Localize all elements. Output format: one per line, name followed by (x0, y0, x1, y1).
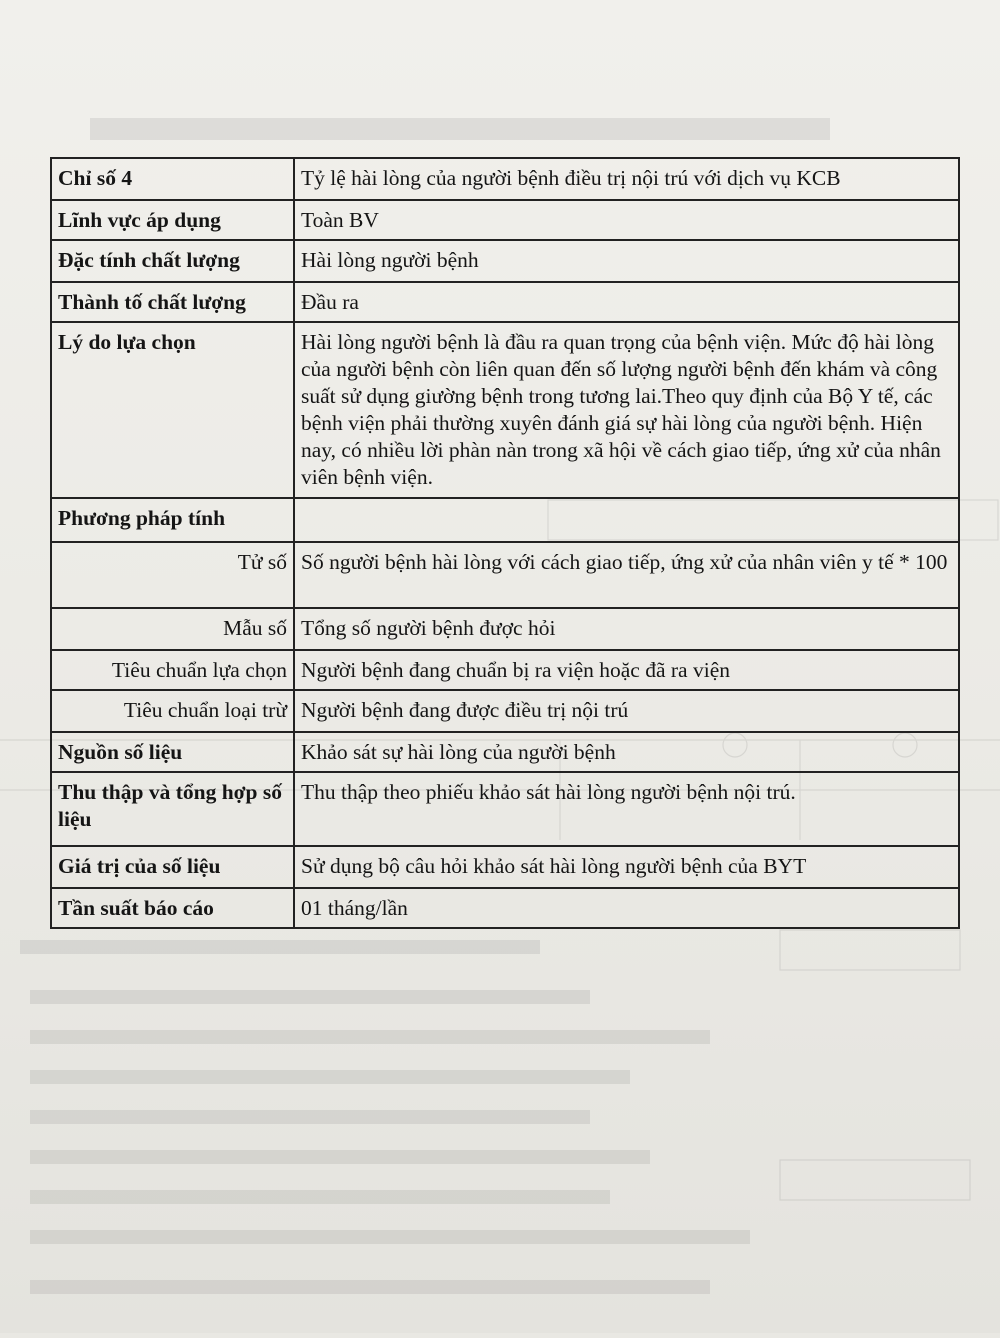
table-row (51, 690, 959, 732)
table-row (51, 158, 959, 200)
row-label: Đặc tính chất lượng (51, 240, 294, 282)
table-row (51, 240, 959, 282)
table-row (51, 846, 959, 888)
row-value: Đầu ra (294, 282, 959, 322)
row-value: Toàn BV (294, 200, 959, 240)
row-label: Tiêu chuẩn loại trừ (51, 690, 294, 732)
row-label: Lý do lựa chọn (51, 322, 294, 498)
row-label: Tử số (51, 542, 294, 608)
row-label: Chỉ số 4 (51, 158, 294, 200)
row-label: Mẫu số (51, 608, 294, 650)
table-row (51, 608, 959, 650)
indicator-table (50, 157, 960, 929)
row-label: Nguồn số liệu (51, 732, 294, 772)
row-value: Người bệnh đang chuẩn bị ra viện hoặc đã ra viện (294, 650, 959, 690)
row-value (294, 498, 959, 542)
row-label: Tần suất báo cáo (51, 888, 294, 928)
row-value: Số người bệnh hài lòng với cách giao tiếp, ứng xử của nhân viên y tế * 100 (294, 542, 959, 608)
table-row (51, 772, 959, 846)
table-row (51, 282, 959, 322)
table-row (51, 888, 959, 928)
table-row (51, 732, 959, 772)
row-value: Hài lòng người bệnh (294, 240, 959, 282)
row-value: Người bệnh đang được điều trị nội trú (294, 690, 959, 732)
table-row (51, 542, 959, 608)
table-row (51, 200, 959, 240)
row-value: Tổng số người bệnh được hỏi (294, 608, 959, 650)
row-value: Tỷ lệ hài lòng của người bệnh điều trị nội trú với dịch vụ KCB (294, 158, 959, 200)
row-value: Khảo sát sự hài lòng của người bệnh (294, 732, 959, 772)
row-value: Hài lòng người bệnh là đầu ra quan trọng của bệnh viện. Mức độ hài lòng của người bệnh còn liên quan đến số lượng người bệnh đến khám và công suất sử dụng giường bệnh trong tương lai.Theo quy định của Bộ Y tế, các bệnh viện phải thường xuyên đánh giá sự hài lòng của người bệnh. Hiện nay, có nhiều lời phàn nàn trong xã hội về cách giao tiếp, ứng xử của nhân viên bệnh viện. (294, 322, 959, 498)
row-value: Thu thập theo phiếu khảo sát hài lòng người bệnh nội trú. (294, 772, 959, 846)
table-row (51, 322, 959, 498)
row-label: Thu thập và tổng hợp số liệu (51, 772, 294, 846)
row-label: Lĩnh vực áp dụng (51, 200, 294, 240)
row-label: Tiêu chuẩn lựa chọn (51, 650, 294, 690)
row-value: 01 tháng/lần (294, 888, 959, 928)
row-label: Giá trị của số liệu (51, 846, 294, 888)
table-row (51, 650, 959, 690)
row-value: Sử dụng bộ câu hỏi khảo sát hài lòng người bệnh của BYT (294, 846, 959, 888)
row-label: Thành tố chất lượng (51, 282, 294, 322)
table-row (51, 498, 959, 542)
row-label: Phương pháp tính (51, 498, 294, 542)
